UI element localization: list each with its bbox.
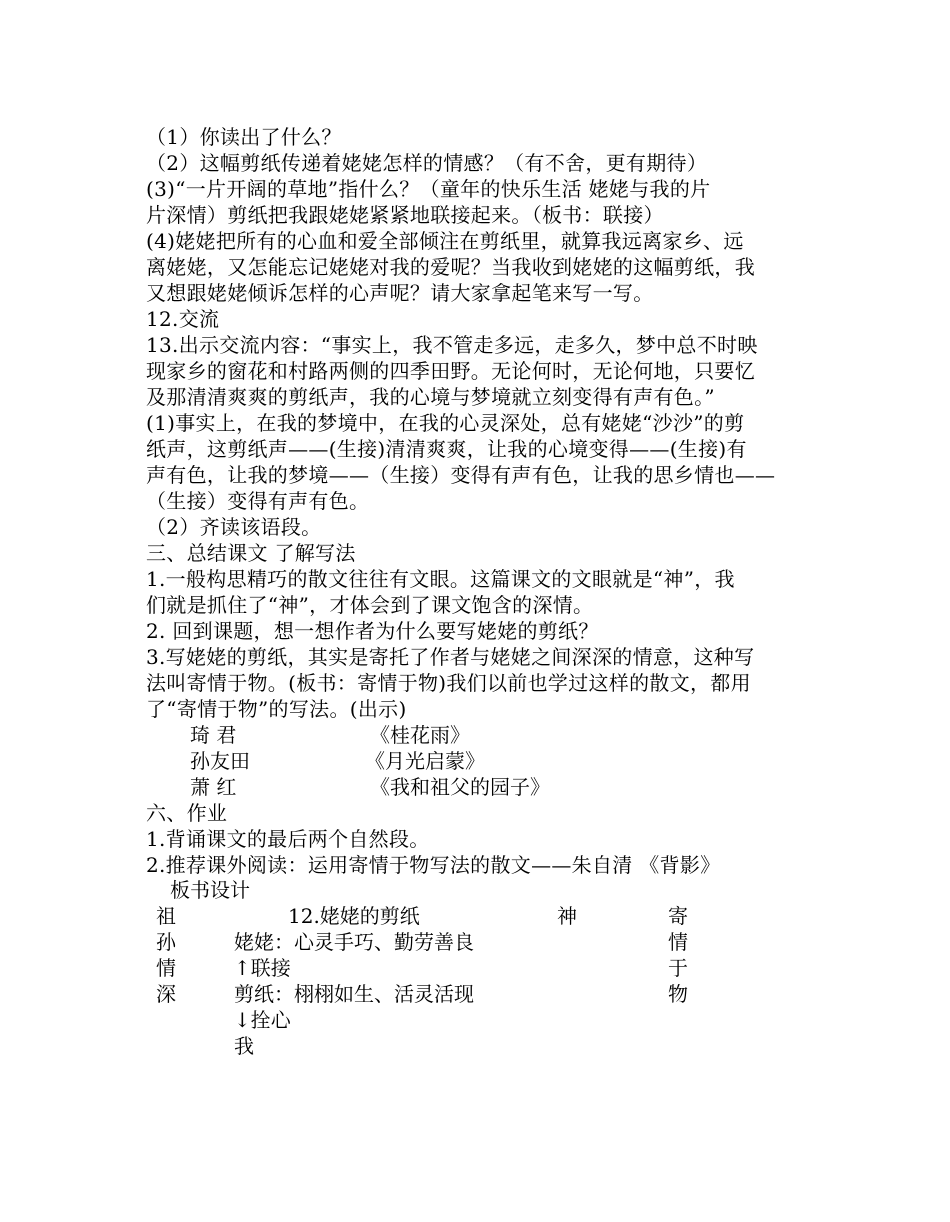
text-line: （2）这幅剪纸传递着姥姥怎样的情感？（有不舍，更有期待） xyxy=(146,151,708,175)
text-line: 2.推荐课外阅读：运用寄情于物写法的散文——朱自清 《背影》 xyxy=(146,853,721,877)
board-row: ↓拴心 xyxy=(234,1008,291,1032)
board-right-char: 寄 xyxy=(668,904,688,928)
work-author: 萧 红 xyxy=(190,775,237,799)
work-title: 《月光启蒙》 xyxy=(365,749,485,773)
text-line: 及那清清爽爽的剪纸声，我的心境与梦境就立刻变得有声有色。” xyxy=(146,385,715,409)
text-line: 现家乡的窗花和村路两侧的四季田野。无论何时，无论何地，只要忆 xyxy=(146,359,755,383)
work-title: 《桂花雨》 xyxy=(370,723,470,747)
text-line: 离姥姥，又怎能忘记姥姥对我的爱呢？当我收到姥姥的这幅剪纸，我 xyxy=(146,255,755,279)
section-heading: 三、总结课文 了解写法 xyxy=(146,541,356,565)
text-line: 声有色，让我的梦境——（生接）变得有声有色，让我的思乡情也—— xyxy=(146,463,776,487)
text-line: 又想跟姥姥倾诉怎样的心声呢？请大家拿起笔来写一写。 xyxy=(146,281,654,305)
board-right-char: 物 xyxy=(668,982,688,1006)
board-title: 12.姥姥的剪纸 xyxy=(288,904,420,928)
board-row: ↑联接 xyxy=(234,956,291,980)
board-row: 我 xyxy=(234,1034,254,1058)
text-line: 片深情）剪纸把我跟姥姥紧紧地联接起来。（板书：联接） xyxy=(146,203,664,227)
board-row: 姥姥：心灵手巧、勤劳善良 xyxy=(234,930,474,954)
board-row: 剪纸：栩栩如生、活灵活现 xyxy=(234,982,474,1006)
text-line: （1）你读出了什么？ xyxy=(146,125,342,149)
work-title: 《我和祖父的园子》 xyxy=(370,775,550,799)
text-line: (1)事实上，在我的梦境中，在我的心灵深处，总有姥姥“沙沙”的剪 xyxy=(146,411,745,435)
text-line: 1.背诵课文的最后两个自然段。 xyxy=(146,827,430,851)
text-line: 2. 回到课题，想一想作者为什么要写姥姥的剪纸？ xyxy=(146,619,599,643)
board-right-char: 情 xyxy=(668,930,688,954)
text-line: 13.出示交流内容：“事实上，我不管走多远，走多久，梦中总不时映 xyxy=(146,333,758,357)
text-line: (3)“一片开阔的草地”指什么？（童年的快乐生活 姥姥与我的片 xyxy=(146,177,711,201)
text-line: 12.交流 xyxy=(146,307,220,331)
board-spirit: 神 xyxy=(557,904,577,928)
section-heading: 六、作业 xyxy=(146,801,228,825)
board-left-char: 情 xyxy=(156,956,176,980)
board-left-char: 祖 xyxy=(156,904,176,928)
text-line: 1.一般构思精巧的散文往往有文眼。这篇课文的文眼就是“神”，我 xyxy=(146,567,735,591)
work-author: 琦 君 xyxy=(190,723,237,747)
text-line: 们就是抓住了“神”，才体会到了课文饱含的深情。 xyxy=(146,593,594,617)
board-heading: 板书设计 xyxy=(170,878,250,902)
board-left-char: 深 xyxy=(156,982,176,1006)
text-line: 了“寄情于物”的写法。(出示) xyxy=(146,697,407,721)
text-line: （生接）变得有声有色。 xyxy=(146,489,370,513)
text-line: 纸声，这剪纸声——(生接)清清爽爽，让我的心境变得——(生接)有 xyxy=(146,437,747,461)
text-line: 3.写姥姥的剪纸，其实是寄托了作者与姥姥之间深深的情意，这种写 xyxy=(146,645,755,669)
text-line: 法叫寄情于物。(板书：寄情于物)我们以前也学过这样的散文，都用 xyxy=(146,671,751,695)
text-line: （2）齐读该语段。 xyxy=(146,515,322,539)
board-right-char: 于 xyxy=(668,956,688,980)
board-left-char: 孙 xyxy=(156,930,176,954)
text-line: (4)姥姥把所有的心血和爱全部倾注在剪纸里，就算我远离家乡、远 xyxy=(146,229,744,253)
work-author: 孙友田 xyxy=(190,749,250,773)
